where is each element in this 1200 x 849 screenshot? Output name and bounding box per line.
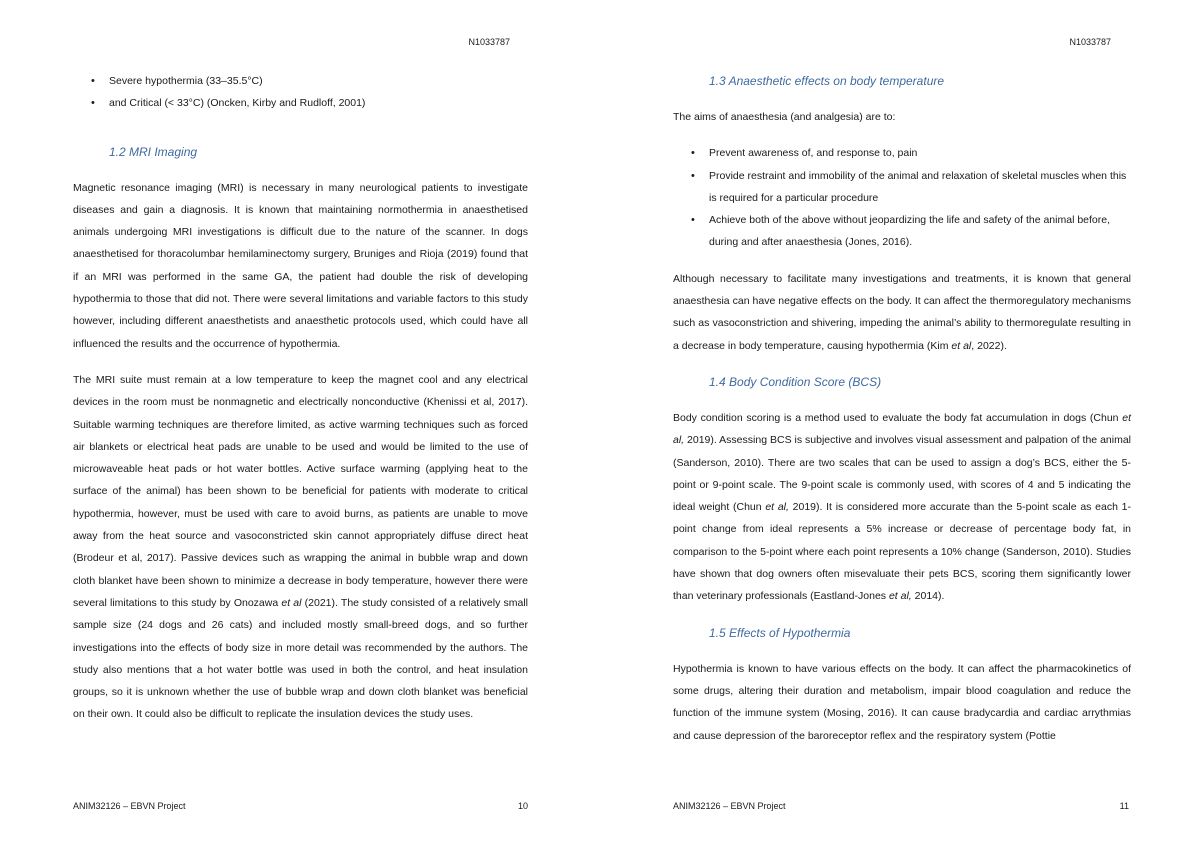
- paragraph-hypothermia-effects: Hypothermia is known to have various effects on the body. It can affect the pharmacokinetics of some drugs, altering their duration and metabolism, impair blood coagulation and reduce the function of the immune system (Mosing, 2016). It can cause bradycardia and cardiac arrythmias and cause depression of the baroreceptor reflex and the respiratory system (Pottie: [673, 662, 1131, 742]
- text-run-italic: et al: [281, 596, 302, 609]
- heading-mri-imaging: 1.2 MRI Imaging: [109, 144, 198, 159]
- footer-label: ANIM32126 – EBVN Project: [73, 801, 186, 811]
- list-item: • Achieve both of the above without jeopardizing the life and safety of the animal before, during and after anaesthesia (Jones, 2016).: [709, 209, 1131, 254]
- text-run: (2021). The study consisted of a relatively small sample size (24 dogs and 26 cats) and included mostly small-breed dogs, and so further investigations into the effects of body size in more detail was recommended by the authors. The study also mentions that a hot water bottle was used in both the control, and heat insulation groups, so it is unknown whether the use of bubble wrap and down cloth blanket was beneficial on their own. It could also be difficult to replicate the insulation devices the study uses.: [73, 596, 529, 721]
- list-item: • Prevent awareness of, and response to, pain: [709, 142, 1131, 164]
- footer-label: ANIM32126 – EBVN Project: [673, 801, 786, 811]
- page-body: [673, 70, 1131, 761]
- page-number: 11: [1119, 801, 1129, 811]
- paragraph-aims-intro: The aims of anaesthesia (and analgesia) are to:: [673, 111, 896, 123]
- text-run: Body condition scoring is a method used to evaluate the body fat accumulation in dogs (Chun: [673, 411, 1123, 424]
- hypothermia-grade-list: [73, 70, 528, 115]
- text-run: , 2022).: [971, 339, 1007, 352]
- text-run-italic: et al,: [765, 501, 789, 514]
- text-run: 2019). Assessing BCS is subjective and involves visual assessment and palpation of the animal (Sanderson, 2010). There are two scales that can be used to assign a dog’s BCS, either the 5-point or 9-point scale. The 9-point scale is commonly used, with scores of 4 and 5 indicating the ideal weight (Chun: [673, 434, 1131, 514]
- text-run-italic: et al: [951, 339, 972, 352]
- list-item: • and Critical (< 33°C) (Oncken, Kirby and Rudloff, 2001): [109, 92, 528, 114]
- text-run-italic: et al,: [888, 590, 912, 603]
- page-body: [73, 70, 528, 740]
- text-run: 2014).: [911, 590, 945, 603]
- text-run-italic: et al,: [673, 411, 1131, 447]
- text-run: The MRI suite must remain at a low temperature to keep the magnet cool and any electrical devices in the room must be nonmagnetic and electrically nonconductive (Khenissi et al, 2017). Suitable warming techniques are therefore limited, as active warming techniques such as forced air blankets or electrical heat pads are unable to be used and would be limited to the use of microwaveable heat pads or hot water bottles. Active surface warming (applying heat to the surface of the animal) has been shown to be beneficial for patients with moderate to critical hypothermia, however, must be used with care to avoid burns, as patients are unable to move away from the heat source and vasoconstricted skin cannot appropriately diffuse direct heat (Brodeur et al, 2017). Passive devices such as wrapping the animal in bubble wrap and down cloth blanket have been shown to minimize a decrease in body temperature, however there were several limitations to this study by Onozawa: [73, 373, 528, 609]
- aims-list: [673, 142, 1131, 253]
- paragraph-anaesthesia-effects: [673, 268, 1131, 357]
- heading-body-condition-score: 1.4 Body Condition Score (BCS): [709, 374, 882, 389]
- page-header-id: N1033787: [468, 37, 510, 47]
- list-item: • Provide restraint and immobility of the animal and relaxation of skeletal muscles when this is required for a particular procedure: [709, 165, 1131, 210]
- text-run: Although necessary to facilitate many investigations and treatments, it is known that general anaesthesia can have negative effects on the body. It can affect the thermoregulatory mechanisms such as vasoconstriction and shivering, impeding the animal’s ability to thermoregulate resulting in a decrease in body temperature, causing hypothermia (Kim: [673, 272, 1131, 352]
- paragraph-mri-suite: [73, 369, 528, 726]
- heading-anaesthetic-effects: 1.3 Anaesthetic effects on body temperature: [709, 74, 945, 88]
- paragraph-mri-intro: Magnetic resonance imaging (MRI) is necessary in many neurological patients to investigate diseases and gain a diagnosis. It is known that maintaining normothermia in anaesthetised animals undergoing MRI investigations is difficult due to the nature of the scanner. In dogs anaesthetised for thoracolumbar hemilaminectomy surgery, Bruniges and Rioja (2019) found that if an MRI was performed in the same GA, the patient had double the risk of developing hypothermia to those that did not. There were several limitations and variable factors to this study however, including different anaesthetists and anaesthetic protocols used, which could have all influenced the results and the occurrence of hypothermia.: [73, 181, 528, 350]
- heading-effects-of-hypothermia: 1.5 Effects of Hypothermia: [709, 625, 851, 640]
- page-number: 10: [517, 801, 528, 811]
- text-run: 2019). It is considered more accurate than the 5-point scale as each 1-point change from ideal represents a 5% increase or decrease of percentage body fat, in comparison to the 5-point where each point represents a 10% change (Sanderson, 2010). Studies have shown that dog owners often misevaluate their pets BCS, scoring them significantly lower than veterinary professionals (Eastland-Jones: [673, 501, 1131, 603]
- paragraph-bcs: [673, 407, 1131, 608]
- page-header-id: N1033787: [1069, 37, 1111, 47]
- page-right: [600, 0, 1200, 849]
- list-item: • Severe hypothermia (33–35.5°C): [109, 70, 528, 92]
